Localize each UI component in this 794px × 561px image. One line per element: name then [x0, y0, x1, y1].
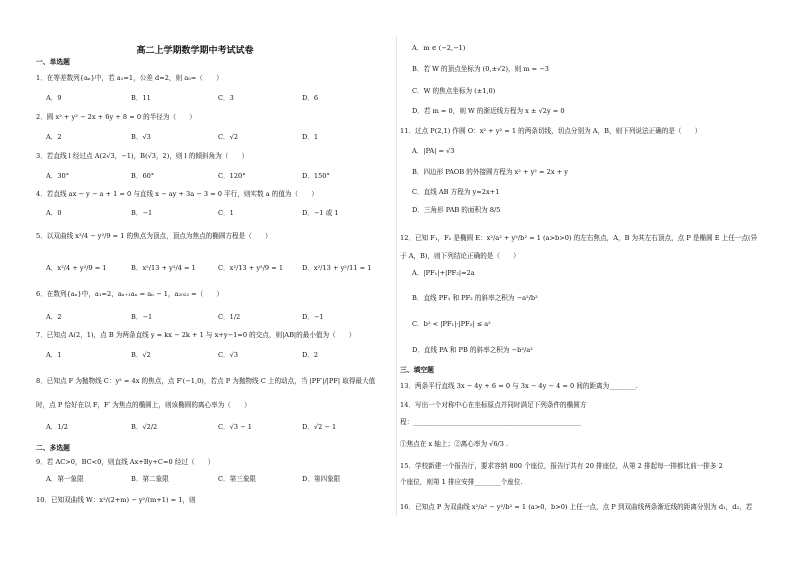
question-8: 8．已知点 F 为抛物线 C：y² = 4x 的焦点，点 F′(−1,0)，若点 P 为抛物线 C 上的动点，当 |PF′|/|PF| 取得最大值: [36, 377, 376, 385]
question-12: 12．已知 F₁，F₂ 是椭圆 E：x²/a² + y²/b² = 1 (a>b>0) 的左右焦点，A，B 为其左右顶点，点 P 是椭圆 E 上任一点(异: [400, 234, 758, 242]
option-d: D．第四象限: [302, 475, 341, 483]
question-9: 9．若 AC>0，BC<0，则直线 Ax+By+C=0 经过（ ）: [36, 458, 215, 466]
option-d: D．−1 或 1: [302, 209, 339, 217]
column-divider: [396, 36, 397, 516]
option-c: C．b² < |PF₁|·|PF₂| ≤ a²: [412, 320, 491, 328]
option-b: B．四边形 PAOB 的外接圆方程为 x² + y² = 2x + y: [412, 168, 569, 176]
option-d: D．若 m = 0，则 W 的渐近线方程为 x ± √2y = 0: [412, 107, 565, 115]
option-a: A．1: [46, 351, 62, 359]
question-8-continued: 时，点 P 恰好在以 F，F′ 为焦点的椭圆上，则该椭圆的离心率为（ ）: [36, 401, 251, 409]
option-b: B．直线 PF₁ 和 PF₂ 的斜率之积为 −a²/b²: [412, 294, 538, 302]
question-5: 5．以双曲线 x²/4 − y²/9 = 1 的焦点为顶点，顶点为焦点的椭圆方程是（ ）: [36, 232, 272, 240]
option-a: A．2: [46, 133, 62, 141]
question-6: 6．在数列{aₙ}中，a₁=2，aₙ₊₁aₙ = aₙ − 1，a₂₀₂₂ =（ ）: [36, 290, 224, 298]
section-fill-in: 三、填空题: [400, 366, 434, 374]
option-a: A．x²/4 + y²/9 = 1: [46, 264, 107, 272]
option-a: A．0: [46, 209, 62, 217]
question-13: 13．两条平行直线 3x − 4y + 6 = 0 与 3x − 4y − 4 = 0 间的距离为________.: [400, 382, 638, 390]
question-14-conditions: ①焦点在 x 轴上；②离心率为 √6/3 .: [400, 440, 509, 448]
option-c: C．1: [218, 209, 234, 217]
option-b: B．11: [131, 94, 151, 102]
question-15: 15．学校新建一个报告厅，要求容纳 800 个座位，报告厅共有 20 排座位，从第 2 排起每一排都比前一排多 2: [400, 462, 723, 470]
option-c: C．3: [218, 94, 234, 102]
option-b: B．−1: [131, 313, 153, 321]
option-b: B．若 W 的顶点坐标为 (0,±√2)，则 m = −3: [412, 65, 549, 73]
question-14: 14．写出一个对称中心在坐标原点并同时满足下列条件的椭圆方: [400, 401, 587, 409]
option-d: D．1: [302, 133, 319, 141]
option-d: D．√2 − 1: [302, 423, 337, 431]
option-a: A．1/2: [46, 423, 68, 431]
question-1: 1．在等差数列{aₙ}中，若 a₁=1，公差 d=2，则 a₅=（ ）: [36, 74, 223, 82]
option-d: D．x²/13 + y²/11 = 1: [302, 264, 372, 272]
option-a: A．9: [46, 94, 62, 102]
option-b: B．第二象限: [131, 475, 169, 483]
question-14-continued: 程：___________________________________________________: [400, 418, 582, 426]
option-c: C．x²/13 + y²/9 = 1: [218, 264, 284, 272]
option-c: C．1/2: [218, 313, 241, 321]
question-7: 7．已知点 A(2，1)，点 B 为两条直线 y = kx − 2k + 1 与 x+y−1=0 的交点，则|AB|的最小值为（ ）: [36, 331, 356, 339]
option-d: D．直线 PA 和 PB 的斜率之积为 −b²/a²: [412, 346, 533, 354]
option-a: A．30°: [46, 172, 70, 180]
section-single-choice: 一、单选题: [36, 58, 70, 66]
option-c: C．第三象限: [218, 475, 257, 483]
option-b: B．−1: [131, 209, 153, 217]
option-d: D．150°: [302, 172, 330, 180]
option-a: A．|PA| = √3: [412, 147, 455, 155]
option-c: C．√3: [218, 351, 239, 359]
option-d: D．2: [302, 351, 319, 359]
option-b: B．x²/13 + y²/4 = 1: [131, 264, 196, 272]
question-2: 2．圆 x² + y² − 2x + 6y + 8 = 0 的半径为（ ）: [36, 113, 196, 121]
option-c: C．120°: [218, 172, 246, 180]
option-c: C．W 的焦点坐标为 (±1,0): [412, 87, 496, 95]
option-b: B．√2/2: [131, 423, 158, 431]
option-b: B．√3: [131, 133, 151, 141]
exam-title: 高二上学期数学期中考试试卷: [136, 46, 254, 56]
option-a: A．m ∈ (−2,−1): [412, 44, 466, 52]
option-a: A．2: [46, 313, 62, 321]
question-15-continued: 个座位，则第 1 排应安排________个座位.: [400, 478, 523, 486]
question-10: 10．已知双曲线 W：x²/(2+m) − y²/(m+1) = 1，则: [36, 496, 196, 504]
question-11: 11．过点 P(2,1) 作圆 O：x² + y² = 1 的两条切线，切点分别为 A，B，则下列说法正确的是（ ）: [400, 127, 702, 135]
option-d: D．−1: [302, 313, 324, 321]
question-3: 3．若直线 l 经过点 A(2√3，−1)，B(√3，2)，则 l 的倾斜角为（ ）: [36, 152, 249, 160]
section-multiple-choice: 二、多选题: [36, 444, 70, 452]
option-d: D．三角形 PAB 的面积为 8/5: [412, 206, 501, 214]
option-c: C．√3 − 1: [218, 423, 252, 431]
option-a: A．|PF₁|+|PF₂|=2a: [412, 269, 475, 277]
option-c: C．√2: [218, 133, 239, 141]
question-12-continued: 于 A，B)，则下列结论正确的是（ ）: [400, 252, 520, 260]
option-c: C．直线 AB 方程为 y=2x+1: [412, 188, 500, 196]
question-4: 4．若直线 ax − y − a + 1 = 0 与直线 x − ay + 3a − 3 = 0 平行，则实数 a 的值为（ ）: [36, 190, 318, 198]
question-16: 16．已知点 P 为双曲线 x²/a² − y²/b² = 1 (a>0，b>0) 上任一点，点 P 到双曲线两条渐近线的距离分别为 d₁，d₂，若: [400, 503, 753, 511]
option-b: B．√2: [131, 351, 151, 359]
option-a: A．第一象限: [46, 475, 84, 483]
option-d: D．6: [302, 94, 319, 102]
option-b: B．60°: [131, 172, 155, 180]
